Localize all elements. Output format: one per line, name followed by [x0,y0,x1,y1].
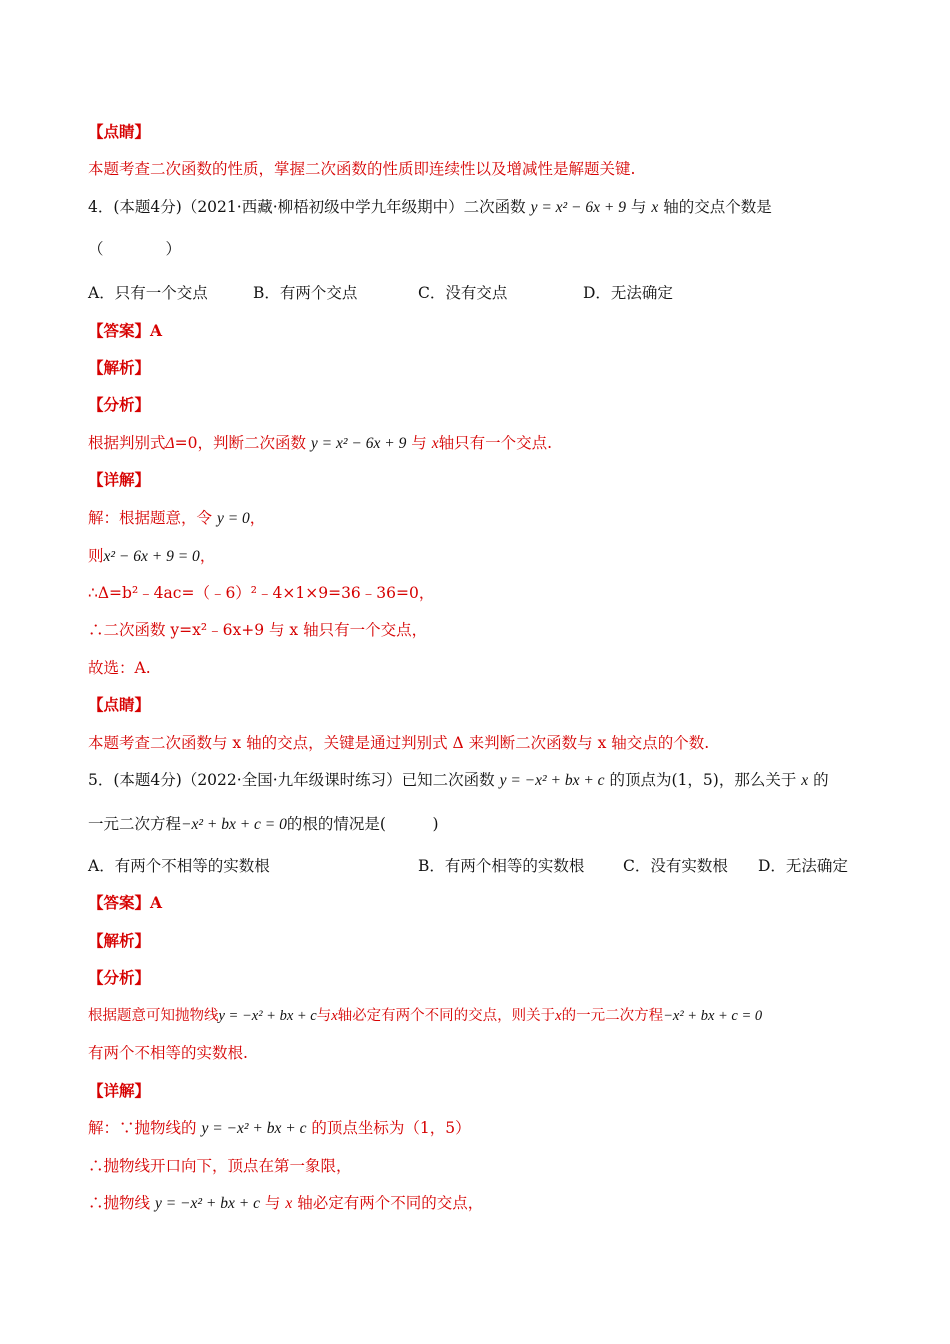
q5-stem2-b: 的根的情况是( ) [286,815,439,833]
q4-fenxi-b: =0，判断二次函数 [174,434,306,452]
q5-fenxi-line1 [88,1005,910,1027]
q5-step1-math: y = −x² + bx + c [201,1120,307,1137]
q5-step3-math: y = −x² + bx + c [154,1195,260,1212]
q4-step2-math: x² − 6x + 9 = 0 [103,548,200,565]
q5-step1-b: 的顶点坐标为（1，5） [311,1119,471,1137]
q4-paren: （ ） [88,240,182,258]
q4-jiexi-label: 【解析】 [88,358,151,377]
q5-stem-x: x [801,772,809,789]
q5-option-a: A．有两个不相等的实数根 [88,857,270,875]
q5-jiexi-label: 【解析】 [88,931,151,950]
q5-step2: ∴抛物线开口向下，顶点在第一象限， [88,1157,352,1175]
q4-option-a: A．只有一个交点 [88,284,208,302]
q5-option-b: B．有两个相等的实数根 [418,857,585,875]
q4-stem-text-a: 4．(本题4分)（2021·西藏·柳梧初级中学九年级期中）二次函数 [88,198,526,216]
q4-option-c: C．没有交点 [418,284,508,302]
q4-step4: ∴二次函数 y=x²﹣6x+9 与 x 轴只有一个交点， [88,621,428,639]
q4-answer: 【答案】A [88,321,163,340]
q4-step1-math: y = 0 [216,510,250,527]
q4-option-b: B．有两个交点 [253,284,358,302]
q5-step3-c: 轴必定有两个不同的交点， [297,1194,484,1212]
q4-step2 [88,545,890,568]
q5-fenxi1-b: 与 [316,1008,332,1024]
q5-step3-b: 与 [264,1194,281,1212]
q5-fenxi1-math: y = −x² + bx + c [218,1008,317,1024]
q4-step2-a: 则 [88,547,104,565]
q5-step3-a: ∴抛物线 [88,1194,151,1212]
prev-dianjing-label: 【点睛】 [88,122,151,141]
q5-stem2-math: −x² + bx + c = 0 [181,816,287,833]
q5-stem-c: 的 [813,771,829,789]
q4-step2-b: ， [199,547,216,565]
q4-step1 [88,507,890,530]
q5-stem-math1: y = −x² + bx + c [499,772,605,789]
q4-stem-text-c: 轴的交点个数是 [663,198,772,216]
q5-stem-line2 [88,813,890,836]
q5-step1-a: 解：∵抛物线的 [88,1119,197,1137]
q5-option-d: D．无法确定 [758,857,848,875]
q4-fenxi-delta: Δ [165,435,175,452]
q4-step1-a: 解：根据题意，令 [88,509,213,527]
q4-step1-b: ， [249,509,266,527]
q5-xiangjie-label: 【详解】 [88,1081,151,1100]
q5-fenxi1-math2: −x² + bx + c = 0 [663,1008,763,1024]
q4-options [88,282,890,304]
q4-option-d: D．无法确定 [583,284,673,302]
q5-fenxi1-x: x [331,1008,338,1024]
q4-fenxi-a: 根据判别式 [88,434,166,452]
q5-fenxi1-d: 的一元二次方程 [561,1008,664,1024]
q4-stem [88,196,890,219]
q5-option-c: C．没有实数根 [623,857,728,875]
q5-stem-a: 5．(本题4分)（2022·全国·九年级课时练习）已知二次函数 [88,771,495,789]
q5-stem-b: 的顶点为(1，5)，那么关于 [609,771,797,789]
q5-fenxi-label: 【分析】 [88,968,151,987]
q4-xiangjie-label: 【详解】 [88,470,151,489]
q4-dianjing-text: 本题考查二次函数与 x 轴的交点，关键是通过判别式 Δ 来判断二次函数与 x 轴交点的个数. [88,734,710,752]
q4-fenxi-math: y = x² − 6x + 9 [310,435,407,452]
q5-options [88,855,890,877]
q5-step3 [88,1192,890,1215]
q5-step3-x: x [285,1195,293,1212]
q4-step3: ∴Δ=b²﹣4ac=（﹣6）²﹣4×1×9=36﹣36=0， [88,584,435,602]
q5-answer: 【答案】A [88,893,163,912]
q4-stem-text-b: 与 [630,198,647,216]
q4-stem-math: y = x² − 6x + 9 [530,199,626,216]
q5-fenxi1-x2: x [555,1008,562,1024]
q4-fenxi-x: x [431,435,439,452]
q4-step5: 故选：A. [88,659,151,677]
q5-stem2-a: 一元二次方程 [88,815,182,833]
q4-stem-x: x [651,199,659,216]
q4-fenxi-label: 【分析】 [88,395,151,414]
q5-fenxi1-a: 根据题意可知抛物线 [88,1008,219,1024]
q5-fenxi1-c: 轴必定有两个不同的交点，则关于 [337,1008,556,1024]
q4-fenxi-text [88,432,890,455]
prev-dianjing-text: 本题考查二次函数的性质，掌握二次函数的性质即连续性以及增减性是解题关键. [88,160,636,178]
q4-fenxi-c: 与 [411,434,427,452]
q4-dianjing-label: 【点睛】 [88,695,151,714]
q5-step1 [88,1117,890,1140]
q4-fenxi-d: 轴只有一个交点. [438,434,553,452]
q5-fenxi-line2: 有两个不相等的实数根. [88,1044,248,1062]
q5-stem-line1 [88,769,890,792]
